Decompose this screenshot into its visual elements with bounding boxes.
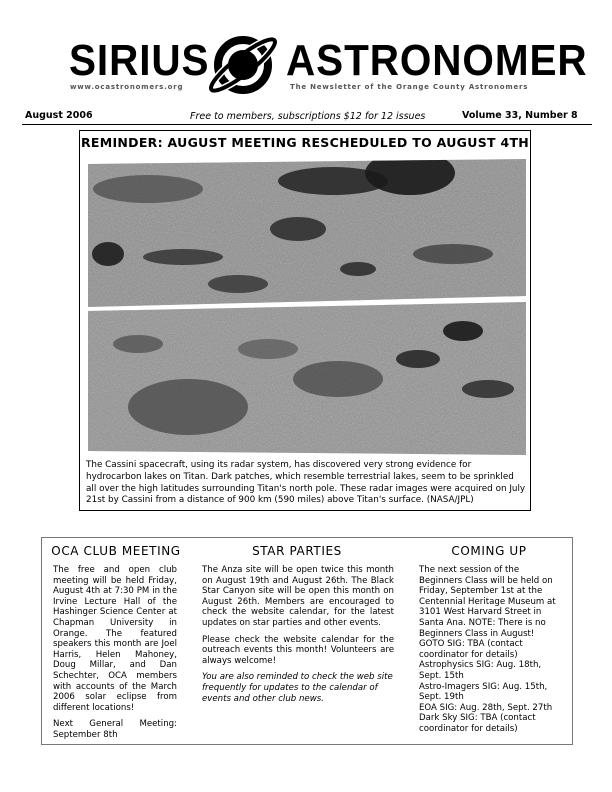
next-meeting-note: Next General Meeting: September 8th [53, 719, 177, 740]
feature-title: REMINDER: AUGUST MEETING RESCHEDULED TO AUGUST 4TH [80, 135, 530, 150]
club-meeting-paragraph: The free and open club meeting will be held Friday, August 4th at 7:30 PM in the Irvine Lecture Hall of the Hashinger Science Center at Chapman University in Orange. The featured speakers this month are Joel Harris, Helen Mahoney, Doug Millar, and Dan Schechter, OCA members with accounts of the March 2006 solar eclipse from different locations! [53, 565, 177, 713]
masthead-divider [22, 124, 592, 125]
club-meeting-text [53, 565, 177, 747]
oca-logo-icon [201, 25, 285, 103]
coming-up-text [419, 565, 565, 735]
titan-radar-image [88, 159, 526, 455]
issue-date: August 2006 [25, 110, 93, 121]
star-parties-paragraph-3: You are also reminded to check the web site frequently for updates to the calendar of events and other club news. [202, 672, 393, 704]
feature-box [79, 130, 531, 511]
events-box [41, 537, 573, 745]
beginners-class-note: The next session of the Beginners Class will be held on Friday, September 1st at the Centennial Heritage Museum at 3101 West Harvard Street in Santa Ana. NOTE: There is no Beginners Class in August! [419, 565, 556, 639]
coming-up-heading: COMING UP [451, 544, 527, 558]
star-parties-text [202, 565, 394, 710]
star-parties-heading: STAR PARTIES [252, 544, 342, 558]
masthead-word-left: SIRIUS [69, 36, 210, 85]
masthead-word-right: ASTRONOMER [286, 36, 588, 85]
issue-price-note: Free to members, subscriptions $12 for 12 issues [190, 111, 426, 122]
club-meeting-heading: OCA CLUB MEETING [51, 544, 181, 558]
sig-item: Dark Sky SIG: TBA (contact coordinator for details) [419, 713, 536, 734]
star-parties-paragraph-1: The Anza site will be open twice this month on August 19th and August 26th. The Black Star Canyon site will be open this month on August 26th. Members are encouraged to check the website calendar, for the latest updates on star parties and other events. [202, 565, 394, 628]
issue-volume: Volume 33, Number 8 [462, 110, 578, 121]
star-parties-paragraph-2: Please check the website calendar for the outreach events this month! Volunteers are always welcome! [202, 634, 394, 666]
sig-item: Astrophysics SIG: Aug. 18th, Sept. 15th [419, 660, 542, 681]
masthead-website: www.ocastronomers.org [70, 83, 184, 91]
sig-item: GOTO SIG: TBA (contact coordinator for details) [419, 639, 523, 660]
feature-caption: The Cassini spacecraft, using its radar system, has discovered very strong evidence for hydrocarbon lakes on Titan. Dark patches, which resemble terrestrial lakes, seem to be sprinkled all over the high latitudes surrounding Titan's north pole. These radar images were acquired on July 21st by Cassini from a distance of 900 km (590 miles) above Titan's surface. (NASA/JPL) [86, 460, 526, 506]
sig-item: Astro-Imagers SIG: Aug. 15th, Sept. 19th [419, 681, 548, 703]
sig-item: EOA SIG: Aug. 28th, Sept. 27th [419, 702, 553, 713]
masthead-tagline: The Newsletter of the Orange County Astronomers [290, 83, 529, 91]
